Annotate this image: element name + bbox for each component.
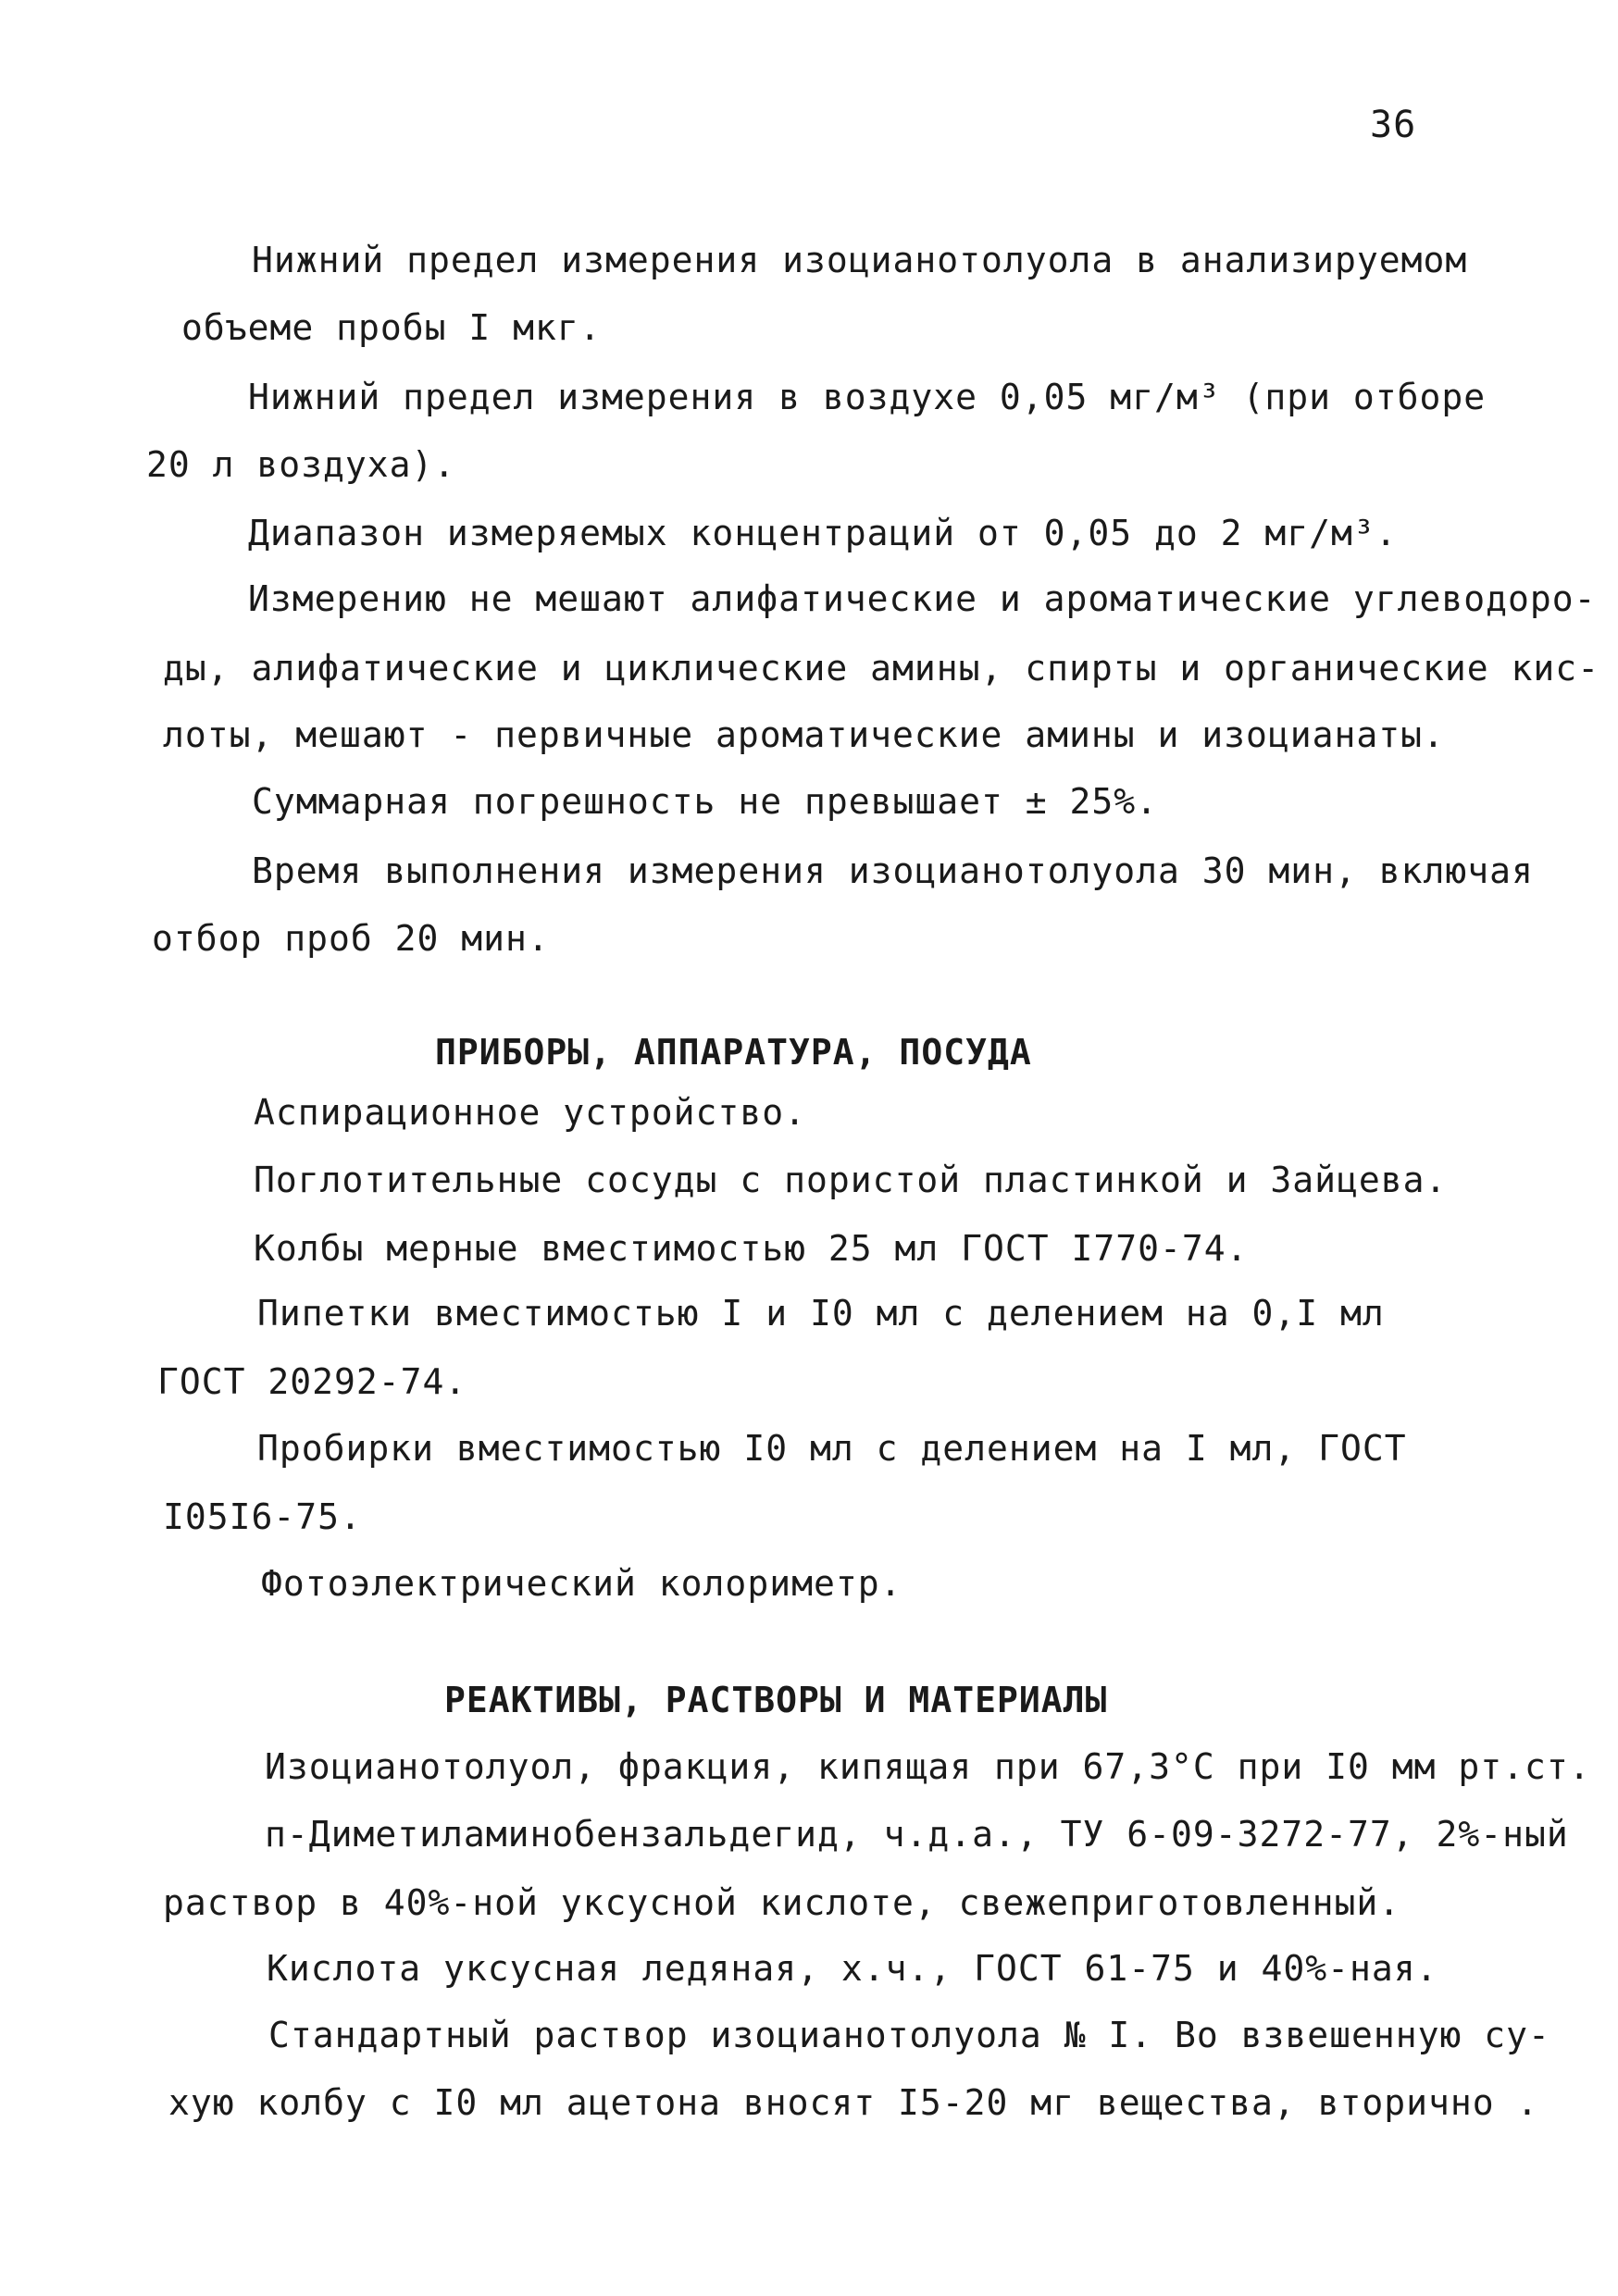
text-line: 20 л воздуха). (146, 444, 456, 485)
text-line: Суммарная погрешность не превышает ± 25%. (252, 781, 1158, 822)
text-line: п-Диметиламинобензальдегид, ч.д.а., ТУ 6-09-3272-77, 2%-ный (265, 1814, 1569, 1855)
text-line: лоты, мешают - первичные ароматические амины и изоцианаты. (163, 714, 1445, 755)
text-line: Изоцианотолуол, фракция, кипящая при 67,3°С при I0 мм рт.ст. (265, 1746, 1591, 1787)
text-line: отбор проб 20 мин. (152, 918, 550, 959)
text-line: Кислота уксусная ледяная, х.ч., ГОСТ 61-75 и 40%-ная. (267, 1948, 1438, 1989)
text-line: Пробирки вместимостью I0 мл с делением на I мл, ГОСТ (257, 1428, 1407, 1469)
text-line: Фотоэлектрический колориметр. (261, 1563, 902, 1604)
text-line: хую колбу с I0 мл ацетона вносят I5-20 мг вещества, вторично . (168, 2082, 1539, 2123)
text-line: ды, алифатические и циклические амины, спирты и органические кис- (163, 648, 1600, 689)
text-line: I05I6-75. (163, 1496, 362, 1537)
text-line: Измерению не мешают алифатические и ароматические углеводоро- (248, 578, 1597, 619)
text-line: Стандартный раствор изоцианотолуола № I. Во взвешенную су- (268, 2015, 1550, 2055)
text-line: Поглотительные сосуды с пористой пластинкой и Зайцева. (254, 1160, 1448, 1200)
section-heading-equipment: ПРИБОРЫ, АППАРАТУРА, ПОСУДА (435, 1032, 1032, 1073)
text-line: объеме пробы I мкг. (181, 307, 602, 348)
section-heading-reagents: РЕАКТИВЫ, РАСТВОРЫ И МАТЕРИАЛЫ (444, 1680, 1108, 1720)
text-line: Пипетки вместимостью I и I0 мл с делением на 0,I мл (257, 1293, 1385, 1334)
text-line: Колбы мерные вместимостью 25 мл ГОСТ I770-74. (254, 1228, 1249, 1269)
text-line: Аспирационное устройство. (254, 1092, 806, 1133)
text-line: Время выполнения измерения изоцианотолуола 30 мин, включая (252, 850, 1534, 891)
text-line: ГОСТ 20292-74. (157, 1361, 467, 1402)
page-number: 36 (1370, 104, 1417, 146)
text-line: Нижний предел измерения изоцианотолуола в анализируемом (252, 240, 1468, 280)
text-line: Нижний предел измерения в воздухе 0,05 мг/м³ (при отборе (248, 377, 1487, 417)
text-line: раствор в 40%-ной уксусной кислоте, свежеприготовленный. (163, 1882, 1401, 1923)
text-line: Диапазон измеряемых концентраций от 0,05 до 2 мг/м³. (248, 513, 1398, 553)
